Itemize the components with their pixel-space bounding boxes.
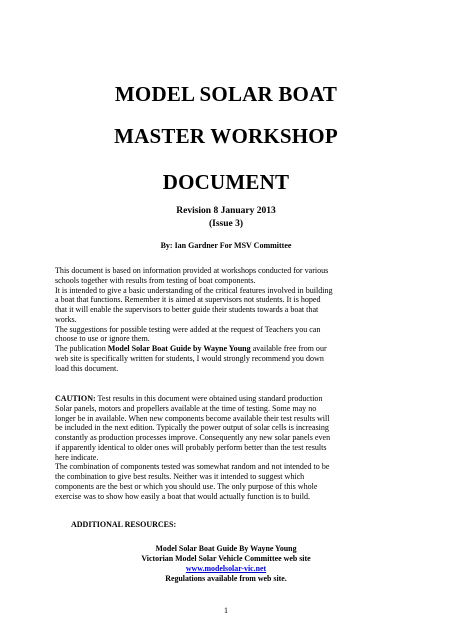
intro-line: a boat that functions. Remember it is aimed at supervisors not students. It is hoped — [55, 295, 321, 305]
caution-line: be included in the next edition. Typically the power output of solar cells is increasing — [55, 423, 329, 433]
issue-line: (Issue 3) — [208, 219, 244, 229]
caution-line: constantly as production processes improve. Consequently any new solar panels even — [55, 433, 331, 442]
title-line-3: DOCUMENT — [162, 170, 290, 194]
caution-text: Test results in this document were obtained using standard production — [95, 394, 323, 403]
title-line-2: MASTER WORKSHOP — [114, 124, 338, 148]
intro-line: choose to use or ignore them. — [55, 334, 150, 344]
publication-line: web site is specifically written for students, I would strongly recommend you down — [55, 353, 324, 363]
caution-line: The combination of components tested was somewhat random and not intended to be — [55, 462, 330, 472]
caution-label: CAUTION: — [55, 394, 96, 403]
intro-line: works. — [55, 314, 77, 324]
page-number: 1 — [224, 606, 228, 615]
intro-line: The suggestions for possible testing were added at the request of Teachers you can — [55, 324, 321, 334]
resource-committee: Victorian Model Solar Vehicle Committee web site — [141, 554, 311, 563]
caution-line: here indicate. — [55, 452, 99, 462]
intro-line: that it will enable the supervisors to better guide their students towards a boat that — [55, 305, 319, 314]
caution-line: longer be in available. When new components become available their test results will — [55, 413, 330, 423]
publication-line: load this document. — [55, 363, 119, 373]
caution-line: if apparently identical to older ones will probably perform better than the test results — [55, 442, 327, 452]
resource-regulations: Regulations available from web site. — [165, 574, 287, 583]
intro-line: It is intended to give a basic understanding of the critical features involved in building — [55, 285, 333, 295]
caution-first-line — [55, 394, 400, 404]
caution-line: exercise was to show how easily a boat that would actually function is to build. — [55, 491, 310, 501]
intro-paragraph — [55, 266, 400, 373]
intro-line: This document is based on information provided at workshops conducted for various — [55, 266, 329, 275]
website-link[interactable]: www.modelsolar-vic.net — [185, 564, 267, 573]
publication-title: Model Solar Boat Guide by Wayne Young — [107, 344, 251, 353]
caution-line: the combination to give best results. Neither was it intended to suggest which — [55, 472, 305, 481]
publication-suffix: available free from our — [250, 344, 327, 353]
publication-prefix: The publication — [55, 344, 108, 353]
caution-line: components are the best or which you should use. The only purpose of this whole — [55, 481, 318, 491]
title-line-1: MODEL SOLAR BOAT — [114, 82, 338, 106]
publication-line — [55, 344, 400, 354]
byline: By: Ian Gardner For MSV Committee — [160, 241, 292, 250]
caution-line: Solar panels, motors and propellers available at the time of testing. Some may no — [55, 403, 317, 413]
intro-line: schools together with results from testing of boat components. — [55, 275, 256, 285]
resource-guide: Model Solar Boat Guide By Wayne Young — [155, 544, 297, 553]
caution-paragraph — [55, 394, 400, 501]
revision-line: Revision 8 January 2013 — [176, 206, 276, 216]
additional-resources-heading: ADDITIONAL RESOURCES: — [71, 520, 177, 529]
